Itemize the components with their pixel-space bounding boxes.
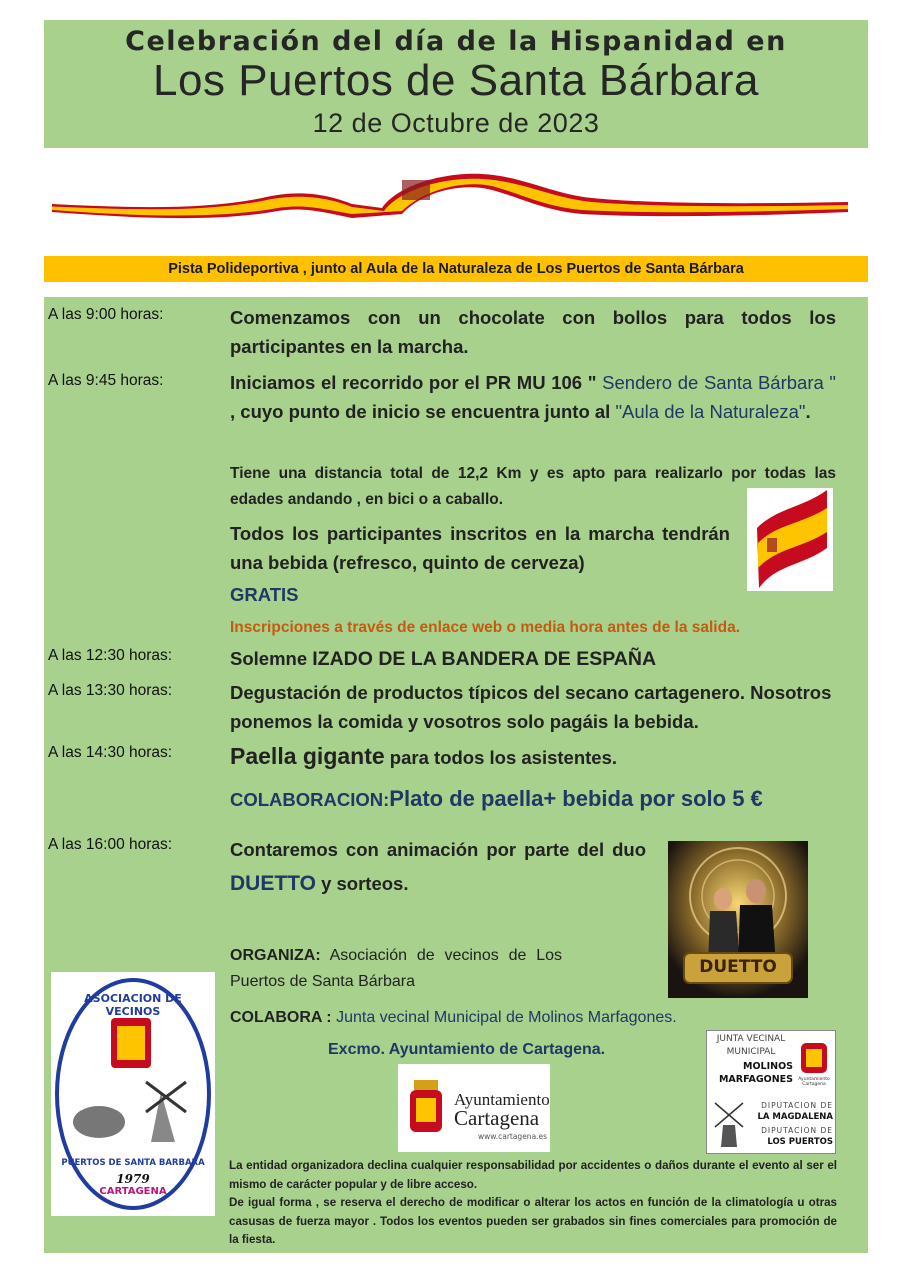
organiza-text xyxy=(230,943,562,995)
time-label: A las 16:00 horas: xyxy=(48,836,173,853)
route-end: . xyxy=(805,401,811,422)
header-banner xyxy=(44,20,868,148)
show-end: y sorteos. xyxy=(315,873,409,894)
asociacion-year: 1979 xyxy=(116,1172,150,1186)
organiza-name: Asociación de vecinos de Los Puertos de Santa Bárbara xyxy=(230,947,562,990)
junta-l8: LOS PUERTOS xyxy=(767,1137,833,1147)
paella-text: para todos los asistentes. xyxy=(384,747,618,768)
time-label: A las 9:45 horas: xyxy=(48,372,164,389)
paella-title: Paella gigante xyxy=(230,743,385,769)
drink-text: Todos los participantes inscritos en la marcha tendrán una bebida (refresco, quinto de cerveza) xyxy=(230,523,730,573)
colabora-name-2: Excmo. Ayuntamiento de Cartagena. xyxy=(328,1041,606,1058)
location-bar: Pista Polideportiva , junto al Aula de la Naturaleza de Los Puertos de Santa Bárbara xyxy=(44,256,868,282)
schedule-text xyxy=(230,742,836,772)
signup-text: Inscripciones a través de enlace web o media hora antes de la salida. xyxy=(230,619,740,636)
event-date: 12 de Octubre de 2023 xyxy=(312,108,600,138)
colabora-name: Junta vecinal Municipal de Molinos Marfagones. xyxy=(331,1009,677,1026)
route-start: , cuyo punto de inicio se encuentra junto al xyxy=(230,401,616,422)
collab-line xyxy=(230,784,836,814)
disclaimer-1: La entidad organizadora declina cualquier responsabilidad por accidentes o daños durante el evento al ser el mismo de carácter popular y de libre acceso. xyxy=(229,1159,837,1191)
junta-l1: JUNTA VECINAL xyxy=(716,1034,786,1044)
time-label: A las 14:30 horas: xyxy=(48,744,173,761)
ayuntamiento-url: www.cartagena.es xyxy=(478,1132,548,1141)
organiza-label: ORGANIZA: xyxy=(230,947,321,964)
junta-vecinal-logo xyxy=(706,1030,836,1154)
asociacion-name: PUERTOS DE SANTA BARBARA xyxy=(61,1158,205,1168)
title-line-1: Celebración del día de la Hispanidad en xyxy=(125,26,787,57)
route-place: "Aula de la Naturaleza" xyxy=(615,401,806,422)
show-text: Contaremos con animación por parte del duo xyxy=(230,839,646,860)
junta-l6: LA MAGDALENA xyxy=(757,1112,833,1122)
free-label: GRATIS xyxy=(230,584,299,605)
collab-label: COLABORACION: xyxy=(230,789,390,810)
flag-raising: IZADO DE LA BANDERA DE ESPAÑA xyxy=(312,648,657,670)
junta-l2: MUNICIPAL xyxy=(726,1047,776,1057)
disclaimer-2: De igual forma , se reserva el derecho de modificar o alterar los actos en función de la climatología u otras casusas de fuerza mayor . Todos los eventos pueden ser grabados sin fines comerciales para promoción de la fiesta. xyxy=(229,1196,837,1246)
ayuntamiento-line1: Ayuntamiento xyxy=(454,1090,550,1109)
time-label: A las 13:30 horas: xyxy=(48,682,173,699)
ayuntamiento-line2: Cartagena xyxy=(454,1106,540,1130)
schedule-text xyxy=(230,368,836,426)
junta-l7: DIPUTACION DE xyxy=(761,1126,833,1135)
spanish-flag-ribbon-icon xyxy=(52,168,848,230)
windmill-icon xyxy=(711,1099,747,1149)
collab-offer: Plato de paella+ bebida por solo 5 € xyxy=(389,786,763,811)
title-line-2: Los Puertos de Santa Bárbara xyxy=(153,56,759,105)
asociacion-ring-text: ASOCIACION DE VECINOS xyxy=(84,992,182,1018)
time-label: A las 9:00 horas: xyxy=(48,306,164,323)
flag-raising-intro: Solemne xyxy=(230,648,313,669)
asociacion-logo xyxy=(51,972,215,1216)
junta-l5: DIPUTACION DE xyxy=(761,1101,833,1110)
schedule-text xyxy=(230,833,646,901)
colabora-label: COLABORA : xyxy=(230,1009,332,1026)
route-name: Sendero de Santa Bárbara " xyxy=(596,372,836,393)
spain-flag-icon xyxy=(747,488,833,591)
duetto-name: DUETTO xyxy=(230,872,316,895)
cartagena-crest-icon xyxy=(404,1076,448,1142)
schedule-text: Degustación de productos típicos del secano cartagenero. Nosotros ponemos la comida y vosotros solo pagáis la bebida. xyxy=(230,682,832,732)
junta-l3: MOLINOS xyxy=(743,1061,793,1072)
time-label: A las 12:30 horas: xyxy=(48,647,173,664)
junta-crest-icon xyxy=(797,1035,831,1079)
route-intro: Iniciamos el recorrido por el PR MU 106 " xyxy=(230,372,597,393)
junta-small: Ayuntamiento Cartagena xyxy=(798,1077,830,1087)
duetto-poster-label: DUETTO xyxy=(699,957,777,977)
schedule-text xyxy=(230,644,836,674)
asociacion-city: CARTAGENA xyxy=(99,1186,167,1197)
colabora-text xyxy=(230,1005,836,1031)
schedule-text: Comenzamos con un chocolate con bollos para todos los participantes en la marcha. xyxy=(230,307,836,357)
junta-l4: MARFAGONES xyxy=(718,1074,793,1085)
ayuntamiento-logo xyxy=(398,1064,550,1152)
route-detail: Tiene una distancia total de 12,2 Km y es apto para realizarlo por todas las edades andando , en bici o a caballo. xyxy=(230,465,836,508)
duetto-poster xyxy=(668,841,808,998)
